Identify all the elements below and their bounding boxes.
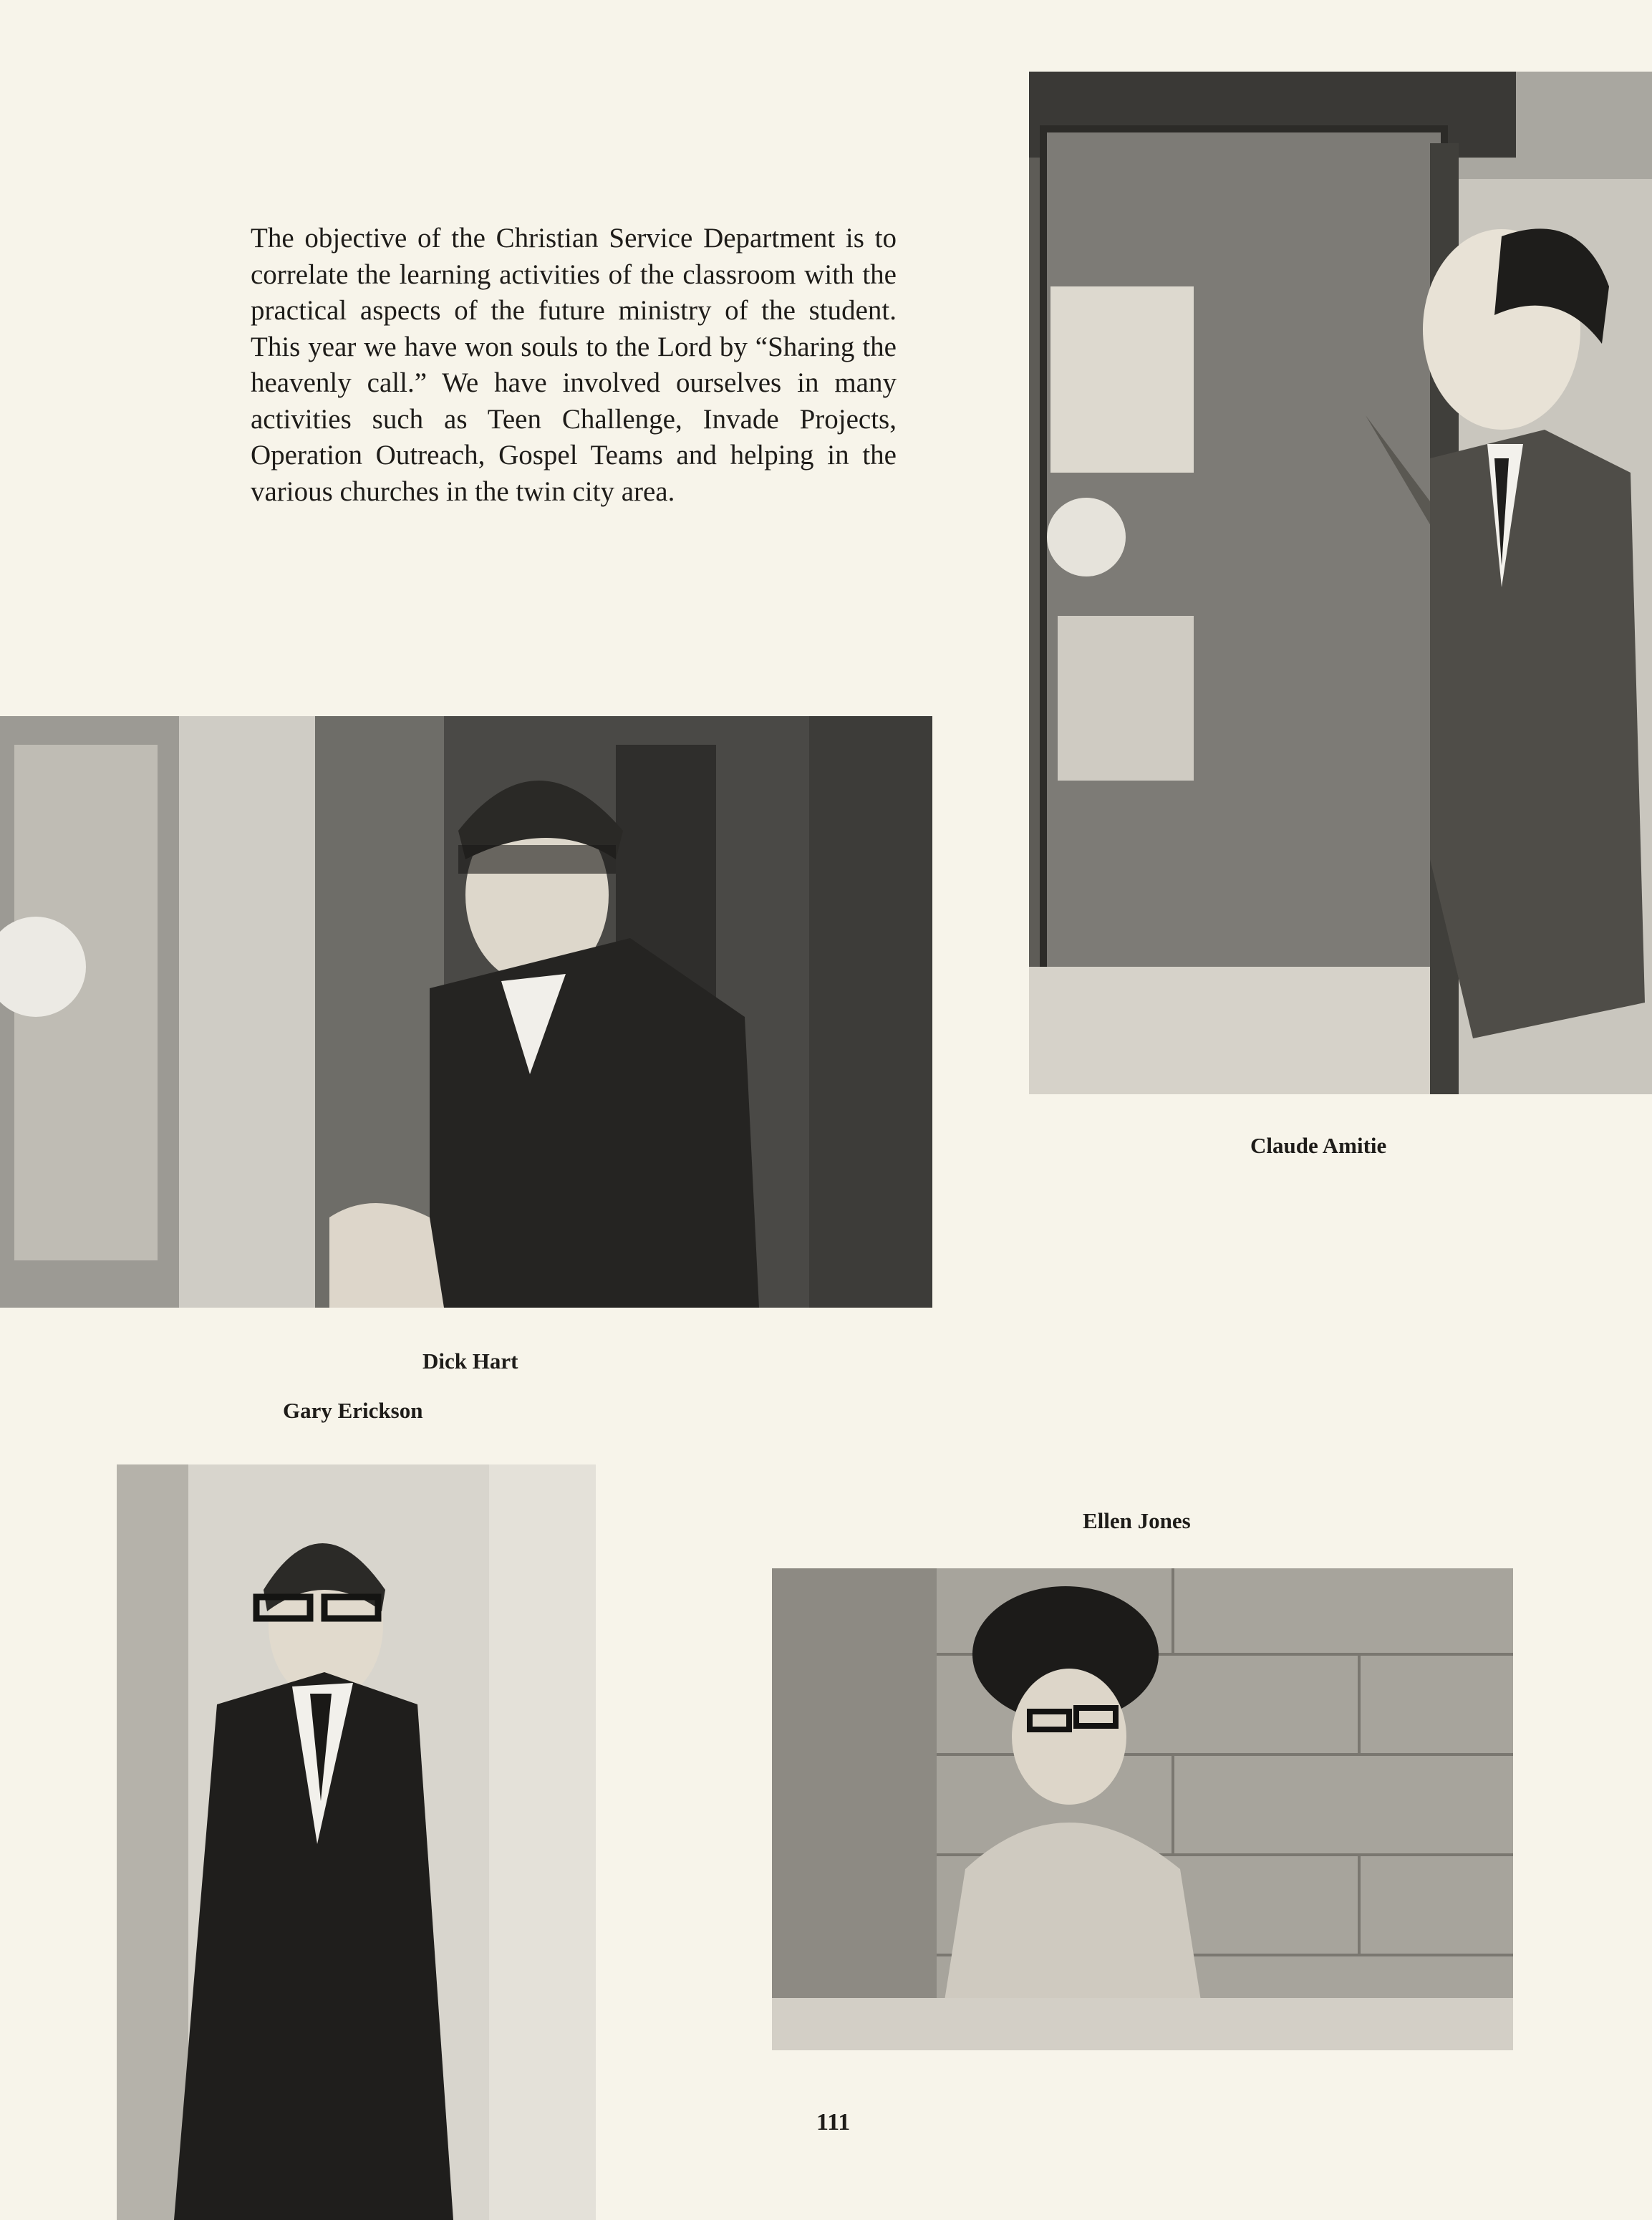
caption-gary-erickson: Gary Erickson <box>283 1398 423 1423</box>
photo-ellen-jones <box>772 1568 1513 2050</box>
photo-gary-erickson <box>117 1464 596 2220</box>
caption-dick-hart: Dick Hart <box>422 1348 518 1374</box>
page-number: 111 <box>816 2109 851 2135</box>
intro-paragraph: The objective of the Christian Service Department is to correlate the learning activities of the classroom with the practical aspects of the future ministry of the student. This year we have won souls to the Lord by “Sharing the heavenly call.” We have involved ourselves in many activities such as Teen Challenge, Invade Projects, Operation Outreach, Gospel Teams and helping in the various churches in the twin city area. <box>251 223 897 507</box>
photo-dick-hart <box>0 716 932 1308</box>
caption-claude-amitie: Claude Amitie <box>1250 1133 1387 1158</box>
caption-ellen-jones: Ellen Jones <box>1083 1508 1191 1533</box>
photo-claude-amitie <box>1029 72 1652 1094</box>
